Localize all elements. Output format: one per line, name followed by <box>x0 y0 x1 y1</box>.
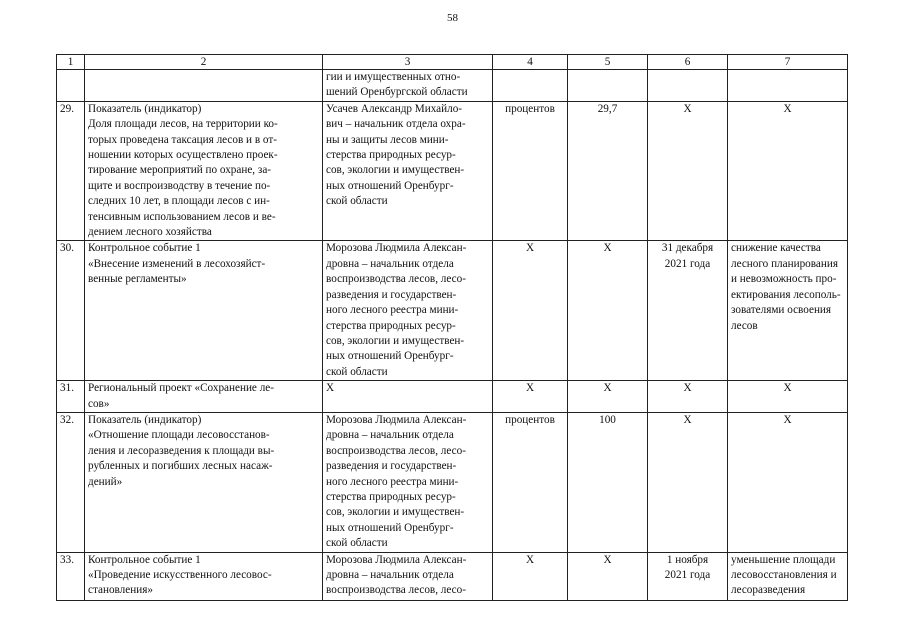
column-header: 5 <box>568 55 648 70</box>
indicator-name-cell-line: становления» <box>88 584 153 597</box>
indicator-name-cell-line: рубленных и погибших лесных насаж- <box>88 460 273 473</box>
responsible-person-cell <box>323 241 493 381</box>
responsible-person-cell-line: сов, экологии и имуществен- <box>326 164 465 177</box>
risk-cell <box>728 241 848 381</box>
unit-cell: Х <box>493 241 568 381</box>
responsible-person-cell-line: Усачев Александр Михайло- <box>326 102 463 115</box>
table-row <box>57 412 848 552</box>
deadline-cell-line: 2021 года <box>664 257 711 270</box>
deadline-cell-line: 31 декабря <box>661 242 714 255</box>
deadline-cell-line: Х <box>683 413 692 426</box>
deadline-cell-line: Х <box>683 102 692 115</box>
responsible-person-cell <box>323 70 493 102</box>
responsible-person-cell-line: Морозова Людмила Алексан- <box>326 242 467 255</box>
column-header: 7 <box>728 55 848 70</box>
table-row <box>57 552 848 600</box>
indicator-name-cell-line: ления и лесоразведения к площади вы- <box>88 444 275 457</box>
risk-cell <box>728 101 848 241</box>
indicator-name-cell-line: венные регламенты» <box>88 273 187 286</box>
indicator-name-cell-line: Показатель (индикатор) <box>88 102 202 115</box>
table-row <box>57 381 848 413</box>
responsible-person-cell-line: дровна – начальник отдела <box>326 569 454 581</box>
responsible-person-cell-line: ных отношений Оренбург- <box>326 179 454 192</box>
table-row <box>57 70 848 102</box>
row-number-cell <box>57 70 85 102</box>
risk-cell <box>728 552 848 600</box>
unit-cell: Х <box>493 381 568 413</box>
indicator-name-cell-line: дением лесного хозяйства <box>88 226 212 239</box>
responsible-person-cell-line: шений Оренбургской области <box>326 86 468 99</box>
unit-cell: Х <box>493 552 568 600</box>
responsible-person-cell-line: стерства природных ресур- <box>326 319 456 332</box>
indicator-name-cell-line: сов» <box>88 397 110 410</box>
row-number-cell: 32. <box>57 412 85 552</box>
responsible-person-cell-line: разведения и государствен- <box>326 460 457 473</box>
responsible-person-cell-line: сов, экологии и имуществен- <box>326 334 465 347</box>
indicator-name-cell-line: Показатель (индикатор) <box>88 413 202 426</box>
indicator-name-cell <box>85 241 323 381</box>
indicator-name-cell <box>85 552 323 600</box>
column-header: 3 <box>323 55 493 70</box>
page-number: 58 <box>447 12 458 24</box>
responsible-person-cell <box>323 412 493 552</box>
risk-cell-line: лесного планирования <box>731 257 838 270</box>
responsible-person-cell <box>323 101 493 241</box>
responsible-person-cell-line: ного лесного реестра мини- <box>326 475 459 488</box>
deadline-cell <box>648 412 728 552</box>
indicator-name-cell-line: Контрольное событие 1 <box>88 242 201 255</box>
responsible-person-cell-line: разведения и государствен- <box>326 288 457 301</box>
indicator-name-cell <box>85 412 323 552</box>
responsible-person-cell-line: ны и защиты лесов мини- <box>326 133 449 146</box>
deadline-cell-line: 2021 года <box>664 569 711 581</box>
responsible-person-cell-line: сов, экологии и имуществен- <box>326 506 465 519</box>
value-cell: Х <box>568 552 648 600</box>
deadline-cell <box>648 70 728 102</box>
deadline-cell <box>648 381 728 413</box>
responsible-person-cell-line: ской области <box>326 365 388 378</box>
unit-cell <box>493 70 568 102</box>
risk-cell-line: ектирования лесополь- <box>731 288 841 301</box>
document-table <box>56 54 848 601</box>
responsible-person-cell-line: дровна – начальник отдела <box>326 257 454 270</box>
indicator-name-cell-line: Региональный проект «Сохранение ле- <box>88 382 274 395</box>
responsible-person-cell-line: ской области <box>326 537 388 550</box>
deadline-cell <box>648 552 728 600</box>
responsible-person-cell-line: вич – начальник отдела охра- <box>326 118 466 131</box>
responsible-person-cell-line: Х <box>326 382 335 395</box>
indicator-name-cell <box>85 70 323 102</box>
value-cell: Х <box>568 381 648 413</box>
risk-cell-line: снижение качества <box>731 242 821 255</box>
column-header: 6 <box>648 55 728 70</box>
deadline-cell-line: 1 ноября <box>666 553 709 566</box>
responsible-person-cell <box>323 552 493 600</box>
responsible-person-cell-line: воспроизводства лесов, лесо- <box>326 444 466 457</box>
indicator-name-cell-line: Контрольное событие 1 <box>88 553 201 566</box>
indicator-name-cell-line: «Внесение изменений в лесохозяйст- <box>88 257 266 270</box>
responsible-person-cell-line: Морозова Людмила Алексан- <box>326 553 467 566</box>
responsible-person-cell-line: стерства природных ресур- <box>326 149 456 162</box>
risk-cell-line: зователями освоения <box>731 304 832 317</box>
table-row <box>57 241 848 381</box>
indicator-name-cell-line: Доля площади лесов, на территории ко- <box>88 118 278 131</box>
value-cell <box>568 70 648 102</box>
unit-cell: процентов <box>493 412 568 552</box>
row-number-cell: 30. <box>57 241 85 381</box>
row-number-cell: 29. <box>57 101 85 241</box>
indicator-name-cell-line: тирование мероприятий по охране, за- <box>88 164 272 177</box>
risk-cell <box>728 412 848 552</box>
responsible-person-cell-line: ных отношений Оренбург- <box>326 350 454 363</box>
responsible-person-cell-line: ных отношений Оренбург- <box>326 521 454 534</box>
value-cell: Х <box>568 241 648 381</box>
indicator-name-cell-line: «Проведение искусственного лесовос- <box>88 569 272 581</box>
deadline-cell-line: Х <box>683 382 692 395</box>
risk-cell-line: лесовосстановления и <box>731 569 837 581</box>
indicator-name-cell-line: следних 10 лет, в площади лесов с ин- <box>88 195 270 208</box>
column-header: 2 <box>85 55 323 70</box>
risk-cell <box>728 381 848 413</box>
indicator-name-cell <box>85 381 323 413</box>
risk-cell-line: Х <box>783 413 792 426</box>
row-number-cell: 33. <box>57 552 85 600</box>
responsible-person-cell-line: ного лесного реестра мини- <box>326 304 459 317</box>
risk-cell-line: лесоразведения <box>731 584 806 597</box>
responsible-person-cell-line: ской области <box>326 195 388 208</box>
row-number-cell: 31. <box>57 381 85 413</box>
value-cell: 100 <box>568 412 648 552</box>
indicator-name-cell <box>85 101 323 241</box>
responsible-person-cell-line: гии и имущественных отно- <box>326 71 461 83</box>
indicator-name-cell-line: дений» <box>88 475 123 488</box>
deadline-cell <box>648 241 728 381</box>
indicator-name-cell-line: ношении которых осуществлено проек- <box>88 149 278 162</box>
responsible-person-cell-line: дровна – начальник отдела <box>326 429 454 442</box>
responsible-person-cell-line: стерства природных ресур- <box>326 490 456 503</box>
indicator-name-cell-line: тенсивным использованием лесов и ве- <box>88 210 276 223</box>
risk-cell-line: лесов <box>731 319 758 332</box>
indicator-name-cell-line: «Отношение площади лесовосстанов- <box>88 429 270 442</box>
indicator-name-cell-line: торых проведена таксация лесов и в от- <box>88 133 277 146</box>
risk-cell-line: и невозможность про- <box>731 273 837 286</box>
value-cell: 29,7 <box>568 101 648 241</box>
risk-cell <box>728 70 848 102</box>
risk-cell-line: Х <box>783 382 792 395</box>
risk-cell-line: уменьшение площади <box>731 553 836 566</box>
responsible-person-cell-line: Морозова Людмила Алексан- <box>326 413 467 426</box>
responsible-person-cell <box>323 381 493 413</box>
deadline-cell <box>648 101 728 241</box>
column-header: 4 <box>493 55 568 70</box>
indicator-name-cell-line: щите и воспроизводству в течение по- <box>88 179 271 192</box>
unit-cell: процентов <box>493 101 568 241</box>
table-header-row <box>57 55 848 70</box>
risk-cell-line: Х <box>783 102 792 115</box>
responsible-person-cell-line: воспроизводства лесов, лесо- <box>326 273 466 286</box>
table-row <box>57 101 848 241</box>
responsible-person-cell-line: воспроизводства лесов, лесо- <box>326 584 466 597</box>
column-header: 1 <box>57 55 85 70</box>
